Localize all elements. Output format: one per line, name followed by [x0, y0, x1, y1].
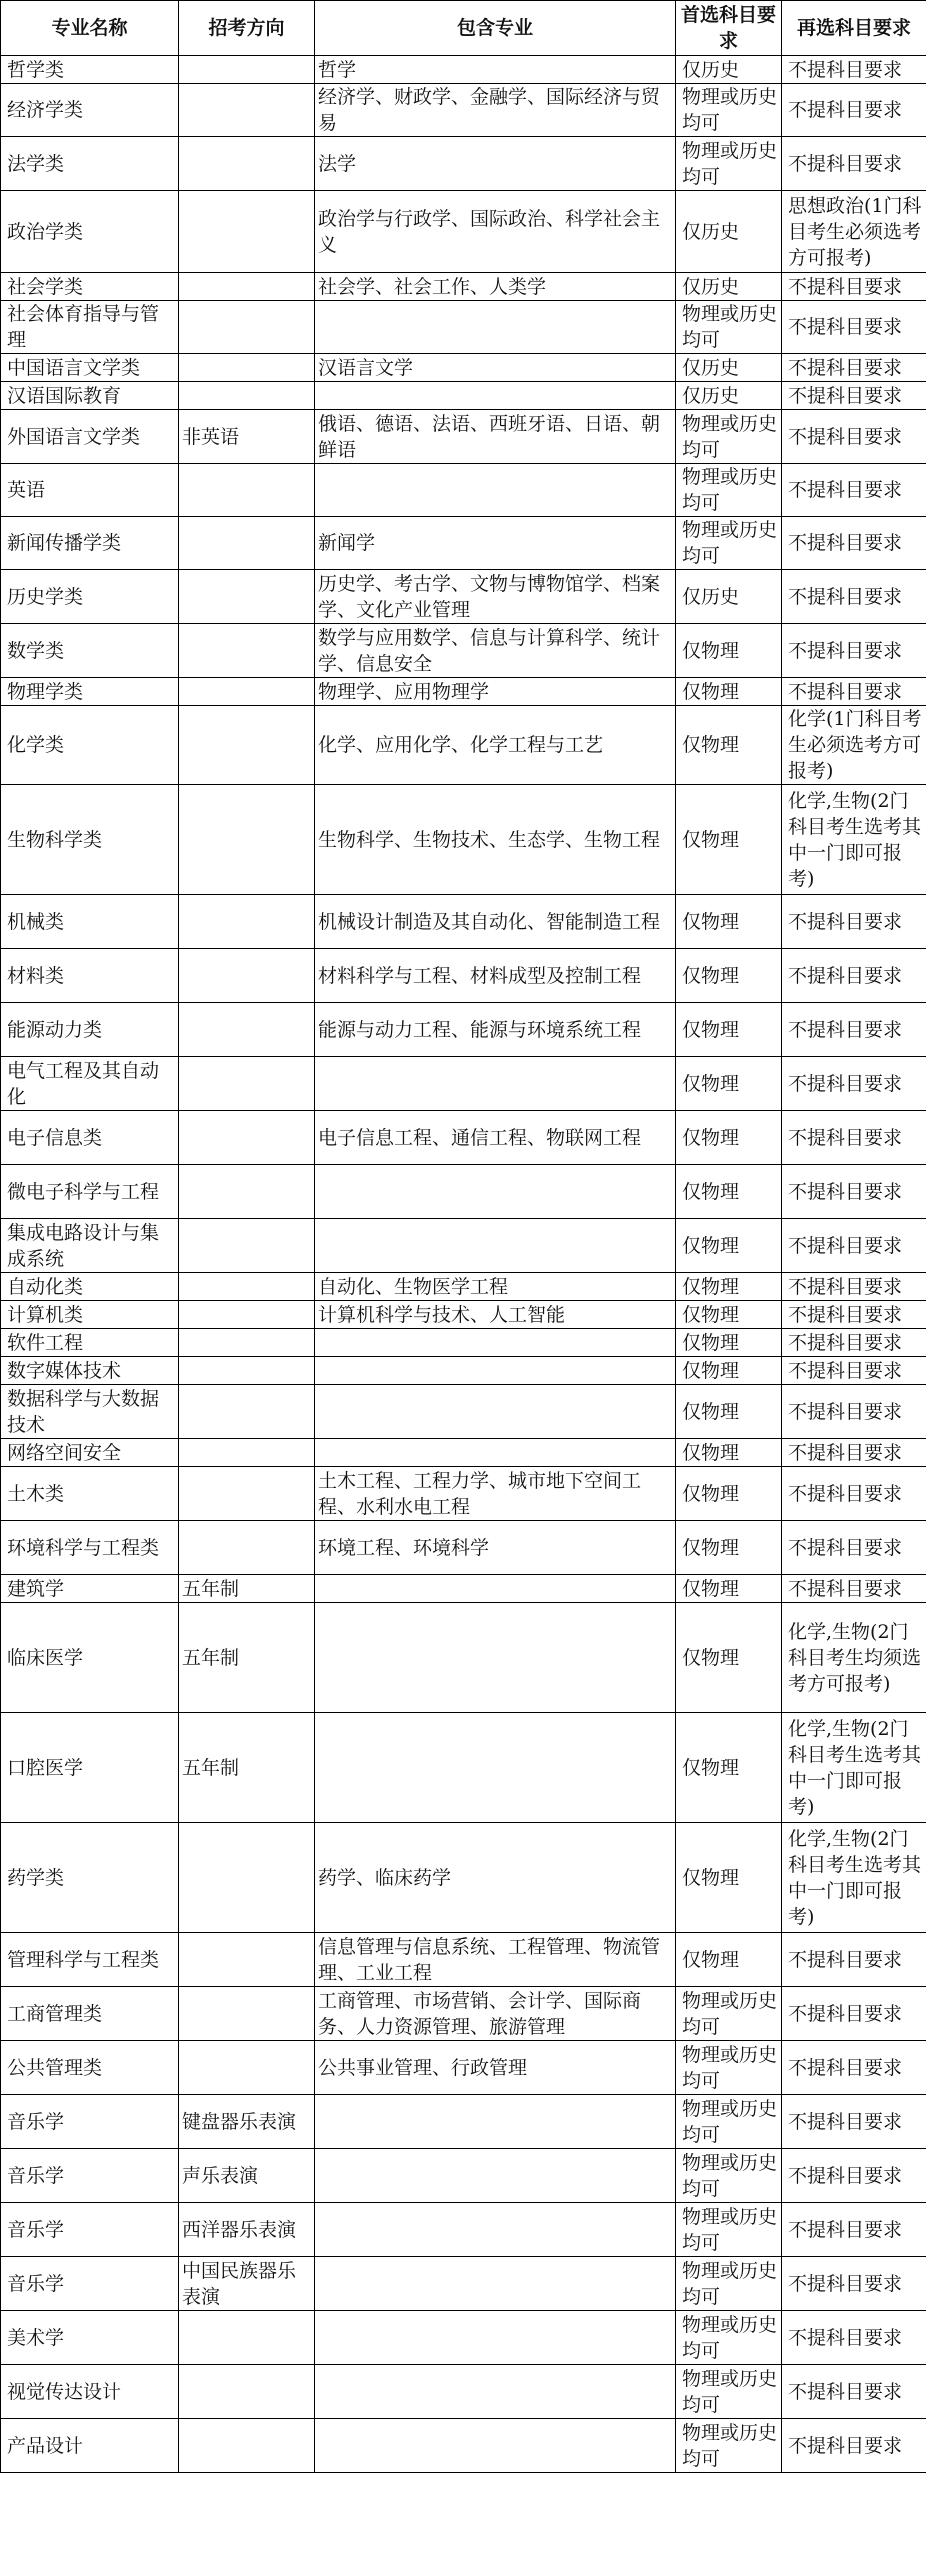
table-row [1, 301, 926, 354]
cell-major-name: 音乐学 [1, 2149, 179, 2203]
cell-first-subject: 仅物理 [676, 678, 782, 706]
table-row [1, 1987, 926, 2041]
cell-direction: 五年制 [179, 1575, 315, 1603]
cell-major-name: 土木类 [1, 1467, 179, 1521]
cell-included-majors [315, 1713, 676, 1823]
cell-included-majors [315, 464, 676, 517]
cell-major-name: 能源动力类 [1, 1003, 179, 1057]
cell-direction [179, 949, 315, 1003]
cell-second-subject: 化学(1门科目考生必须选考方可报考) [782, 706, 926, 785]
cell-direction [179, 2419, 315, 2473]
cell-major-name: 经济学类 [1, 84, 179, 137]
cell-included-majors: 能源与动力工程、能源与环境系统工程 [315, 1003, 676, 1057]
cell-second-subject: 不提科目要求 [782, 273, 926, 301]
cell-major-name: 数字媒体技术 [1, 1357, 179, 1385]
table-row [1, 517, 926, 570]
cell-included-majors: 汉语言文学 [315, 354, 676, 382]
cell-direction [179, 1357, 315, 1385]
cell-included-majors: 公共事业管理、行政管理 [315, 2041, 676, 2095]
cell-direction: 五年制 [179, 1713, 315, 1823]
cell-first-subject: 仅物理 [676, 1003, 782, 1057]
cell-major-name: 政治学类 [1, 191, 179, 273]
cell-direction: 键盘器乐表演 [179, 2095, 315, 2149]
cell-second-subject: 不提科目要求 [782, 1111, 926, 1165]
cell-first-subject: 仅历史 [676, 56, 782, 84]
cell-direction [179, 84, 315, 137]
cell-major-name: 网络空间安全 [1, 1439, 179, 1467]
cell-included-majors: 社会学、社会工作、人类学 [315, 273, 676, 301]
cell-direction [179, 354, 315, 382]
header-second-subject: 再选科目要求 [782, 1, 926, 56]
cell-direction [179, 1823, 315, 1933]
cell-first-subject: 仅历史 [676, 191, 782, 273]
cell-included-majors: 历史学、考古学、文物与博物馆学、档案学、文化产业管理 [315, 570, 676, 624]
cell-second-subject: 不提科目要求 [782, 1439, 926, 1467]
table-row [1, 1301, 926, 1329]
cell-major-name: 数据科学与大数据技术 [1, 1385, 179, 1439]
cell-first-subject: 仅物理 [676, 1823, 782, 1933]
cell-direction [179, 382, 315, 410]
cell-major-name: 自动化类 [1, 1273, 179, 1301]
table-row [1, 2149, 926, 2203]
cell-second-subject: 不提科目要求 [782, 895, 926, 949]
cell-direction [179, 517, 315, 570]
cell-major-name: 汉语国际教育 [1, 382, 179, 410]
cell-first-subject: 物理或历史均可 [676, 301, 782, 354]
cell-second-subject: 不提科目要求 [782, 1165, 926, 1219]
cell-second-subject: 不提科目要求 [782, 949, 926, 1003]
table-row [1, 570, 926, 624]
cell-first-subject: 仅历史 [676, 382, 782, 410]
table-row [1, 1057, 926, 1111]
cell-included-majors [315, 2149, 676, 2203]
cell-direction [179, 1329, 315, 1357]
cell-major-name: 化学类 [1, 706, 179, 785]
cell-included-majors [315, 1439, 676, 1467]
cell-second-subject: 不提科目要求 [782, 1273, 926, 1301]
cell-direction [179, 1273, 315, 1301]
cell-included-majors: 电子信息工程、通信工程、物联网工程 [315, 1111, 676, 1165]
cell-major-name: 临床医学 [1, 1603, 179, 1713]
cell-direction [179, 464, 315, 517]
table-row [1, 1713, 926, 1823]
cell-included-majors: 物理学、应用物理学 [315, 678, 676, 706]
cell-direction [179, 1057, 315, 1111]
cell-second-subject: 不提科目要求 [782, 1933, 926, 1987]
cell-direction [179, 301, 315, 354]
cell-second-subject: 不提科目要求 [782, 1467, 926, 1521]
cell-first-subject: 物理或历史均可 [676, 2419, 782, 2473]
cell-first-subject: 物理或历史均可 [676, 1987, 782, 2041]
table-row [1, 1219, 926, 1273]
table-row [1, 1467, 926, 1521]
cell-included-majors [315, 2311, 676, 2365]
cell-first-subject: 仅物理 [676, 1603, 782, 1713]
cell-included-majors: 新闻学 [315, 517, 676, 570]
cell-first-subject: 仅物理 [676, 1111, 782, 1165]
cell-direction: 五年制 [179, 1603, 315, 1713]
cell-first-subject: 仅物理 [676, 1575, 782, 1603]
table-row [1, 1575, 926, 1603]
cell-direction [179, 1301, 315, 1329]
table-row [1, 84, 926, 137]
cell-second-subject: 不提科目要求 [782, 1575, 926, 1603]
cell-major-name: 法学类 [1, 137, 179, 191]
cell-first-subject: 仅物理 [676, 1219, 782, 1273]
cell-major-name: 数学类 [1, 624, 179, 678]
cell-included-majors: 俄语、德语、法语、西班牙语、日语、朝鲜语 [315, 410, 676, 464]
cell-direction [179, 1521, 315, 1575]
table-row [1, 2095, 926, 2149]
cell-second-subject: 不提科目要求 [782, 137, 926, 191]
cell-included-majors: 化学、应用化学、化学工程与工艺 [315, 706, 676, 785]
table-row [1, 382, 926, 410]
cell-second-subject: 不提科目要求 [782, 1329, 926, 1357]
cell-included-majors: 环境工程、环境科学 [315, 1521, 676, 1575]
table-row [1, 354, 926, 382]
table-row [1, 1439, 926, 1467]
cell-first-subject: 物理或历史均可 [676, 2311, 782, 2365]
table-row [1, 706, 926, 785]
cell-second-subject: 不提科目要求 [782, 517, 926, 570]
cell-major-name: 管理科学与工程类 [1, 1933, 179, 1987]
cell-direction: 西洋器乐表演 [179, 2203, 315, 2257]
table-row [1, 2311, 926, 2365]
cell-second-subject: 不提科目要求 [782, 464, 926, 517]
cell-first-subject: 物理或历史均可 [676, 410, 782, 464]
cell-second-subject: 不提科目要求 [782, 84, 926, 137]
cell-second-subject: 不提科目要求 [782, 1219, 926, 1273]
cell-second-subject: 不提科目要求 [782, 2149, 926, 2203]
cell-second-subject: 不提科目要求 [782, 1987, 926, 2041]
cell-second-subject: 化学,生物(2门科目考生选考其中一门即可报考) [782, 785, 926, 895]
table-row [1, 2419, 926, 2473]
table-row [1, 137, 926, 191]
cell-included-majors: 材料科学与工程、材料成型及控制工程 [315, 949, 676, 1003]
cell-first-subject: 仅物理 [676, 1713, 782, 1823]
cell-included-majors [315, 2257, 676, 2311]
cell-major-name: 音乐学 [1, 2095, 179, 2149]
cell-direction [179, 2041, 315, 2095]
cell-direction: 非英语 [179, 410, 315, 464]
cell-first-subject: 物理或历史均可 [676, 2149, 782, 2203]
cell-included-majors [315, 1057, 676, 1111]
cell-major-name: 社会学类 [1, 273, 179, 301]
cell-included-majors: 数学与应用数学、信息与计算科学、统计学、信息安全 [315, 624, 676, 678]
cell-first-subject: 物理或历史均可 [676, 2203, 782, 2257]
cell-first-subject: 仅物理 [676, 1933, 782, 1987]
cell-first-subject: 物理或历史均可 [676, 517, 782, 570]
cell-second-subject: 不提科目要求 [782, 2095, 926, 2149]
cell-first-subject: 物理或历史均可 [676, 2095, 782, 2149]
cell-second-subject: 不提科目要求 [782, 410, 926, 464]
cell-included-majors: 工商管理、市场营销、会计学、国际商务、人力资源管理、旅游管理 [315, 1987, 676, 2041]
table-row [1, 624, 926, 678]
cell-major-name: 建筑学 [1, 1575, 179, 1603]
table-row [1, 1165, 926, 1219]
cell-direction [179, 1933, 315, 1987]
cell-included-majors [315, 2365, 676, 2419]
table-body [1, 56, 926, 2473]
cell-direction [179, 706, 315, 785]
cell-major-name: 工商管理类 [1, 1987, 179, 2041]
table-row [1, 1823, 926, 1933]
cell-first-subject: 仅物理 [676, 624, 782, 678]
cell-included-majors [315, 2419, 676, 2473]
table-row [1, 2203, 926, 2257]
cell-major-name: 新闻传播学类 [1, 517, 179, 570]
cell-major-name: 美术学 [1, 2311, 179, 2365]
table-row [1, 273, 926, 301]
cell-included-majors [315, 2095, 676, 2149]
cell-direction [179, 1219, 315, 1273]
cell-first-subject: 仅物理 [676, 1057, 782, 1111]
cell-included-majors [315, 1385, 676, 1439]
cell-first-subject: 物理或历史均可 [676, 137, 782, 191]
cell-first-subject: 物理或历史均可 [676, 2365, 782, 2419]
cell-major-name: 视觉传达设计 [1, 2365, 179, 2419]
cell-direction [179, 570, 315, 624]
cell-included-majors [315, 1357, 676, 1385]
cell-major-name: 产品设计 [1, 2419, 179, 2473]
cell-direction: 声乐表演 [179, 2149, 315, 2203]
table-row [1, 1357, 926, 1385]
cell-first-subject: 物理或历史均可 [676, 2257, 782, 2311]
cell-included-majors [315, 1219, 676, 1273]
cell-first-subject: 仅物理 [676, 1467, 782, 1521]
cell-included-majors [315, 301, 676, 354]
cell-major-name: 电子信息类 [1, 1111, 179, 1165]
cell-major-name: 生物科学类 [1, 785, 179, 895]
cell-first-subject: 物理或历史均可 [676, 2041, 782, 2095]
table-row [1, 2041, 926, 2095]
cell-direction [179, 624, 315, 678]
cell-second-subject: 不提科目要求 [782, 2365, 926, 2419]
cell-included-majors: 法学 [315, 137, 676, 191]
cell-first-subject: 仅物理 [676, 1357, 782, 1385]
table-row [1, 1603, 926, 1713]
cell-major-name: 哲学类 [1, 56, 179, 84]
cell-first-subject: 仅物理 [676, 785, 782, 895]
cell-second-subject: 不提科目要求 [782, 354, 926, 382]
cell-second-subject: 不提科目要求 [782, 2257, 926, 2311]
cell-second-subject: 不提科目要求 [782, 570, 926, 624]
table-row [1, 1273, 926, 1301]
cell-first-subject: 仅物理 [676, 895, 782, 949]
cell-direction [179, 137, 315, 191]
cell-first-subject: 仅物理 [676, 1439, 782, 1467]
cell-second-subject: 不提科目要求 [782, 1003, 926, 1057]
cell-first-subject: 仅物理 [676, 1329, 782, 1357]
cell-second-subject: 不提科目要求 [782, 2419, 926, 2473]
cell-major-name: 材料类 [1, 949, 179, 1003]
cell-direction [179, 56, 315, 84]
cell-included-majors: 政治学与行政学、国际政治、科学社会主义 [315, 191, 676, 273]
cell-major-name: 环境科学与工程类 [1, 1521, 179, 1575]
cell-direction [179, 678, 315, 706]
cell-second-subject: 化学,生物(2门科目考生选考其中一门即可报考) [782, 1713, 926, 1823]
cell-included-majors: 哲学 [315, 56, 676, 84]
cell-first-subject: 仅历史 [676, 354, 782, 382]
cell-second-subject: 不提科目要求 [782, 1301, 926, 1329]
cell-first-subject: 仅物理 [676, 706, 782, 785]
cell-major-name: 集成电路设计与集成系统 [1, 1219, 179, 1273]
cell-direction [179, 1439, 315, 1467]
cell-major-name: 机械类 [1, 895, 179, 949]
cell-second-subject: 不提科目要求 [782, 301, 926, 354]
cell-second-subject: 化学,生物(2门科目考生选考其中一门即可报考) [782, 1823, 926, 1933]
cell-included-majors [315, 1165, 676, 1219]
cell-included-majors [315, 382, 676, 410]
cell-direction: 中国民族器乐表演 [179, 2257, 315, 2311]
cell-major-name: 历史学类 [1, 570, 179, 624]
table-row [1, 678, 926, 706]
cell-direction [179, 2365, 315, 2419]
table-row [1, 410, 926, 464]
table-row [1, 895, 926, 949]
table-row [1, 2365, 926, 2419]
table-row [1, 2257, 926, 2311]
cell-major-name: 微电子科学与工程 [1, 1165, 179, 1219]
cell-second-subject: 不提科目要求 [782, 624, 926, 678]
cell-first-subject: 仅物理 [676, 949, 782, 1003]
cell-major-name: 药学类 [1, 1823, 179, 1933]
cell-first-subject: 物理或历史均可 [676, 84, 782, 137]
cell-included-majors [315, 1329, 676, 1357]
cell-included-majors [315, 1603, 676, 1713]
cell-direction [179, 1467, 315, 1521]
cell-major-name: 社会体育指导与管理 [1, 301, 179, 354]
cell-included-majors: 土木工程、工程力学、城市地下空间工程、水利水电工程 [315, 1467, 676, 1521]
cell-included-majors: 信息管理与信息系统、工程管理、物流管理、工业工程 [315, 1933, 676, 1987]
header-first-subject: 首选科目要求 [676, 1, 782, 56]
cell-direction [179, 785, 315, 895]
cell-first-subject: 仅历史 [676, 273, 782, 301]
cell-second-subject: 不提科目要求 [782, 1385, 926, 1439]
cell-direction [179, 1987, 315, 2041]
cell-second-subject: 不提科目要求 [782, 1521, 926, 1575]
cell-direction [179, 1385, 315, 1439]
cell-second-subject: 不提科目要求 [782, 678, 926, 706]
cell-second-subject: 不提科目要求 [782, 1057, 926, 1111]
table-row [1, 1933, 926, 1987]
cell-included-majors [315, 2203, 676, 2257]
table-row [1, 1329, 926, 1357]
cell-included-majors: 计算机科学与技术、人工智能 [315, 1301, 676, 1329]
cell-direction [179, 273, 315, 301]
table-row [1, 1111, 926, 1165]
cell-direction [179, 191, 315, 273]
table-row [1, 464, 926, 517]
table-row [1, 949, 926, 1003]
cell-second-subject: 不提科目要求 [782, 1357, 926, 1385]
cell-major-name: 外国语言文学类 [1, 410, 179, 464]
cell-direction [179, 895, 315, 949]
cell-first-subject: 仅物理 [676, 1385, 782, 1439]
cell-second-subject: 不提科目要求 [782, 2311, 926, 2365]
cell-first-subject: 物理或历史均可 [676, 464, 782, 517]
header-major-name: 专业名称 [1, 1, 179, 56]
cell-first-subject: 仅物理 [676, 1273, 782, 1301]
header-direction: 招考方向 [179, 1, 315, 56]
cell-major-name: 电气工程及其自动化 [1, 1057, 179, 1111]
cell-included-majors [315, 1575, 676, 1603]
header-included-majors: 包含专业 [315, 1, 676, 56]
cell-second-subject: 思想政治(1门科目考生必须选考方可报考) [782, 191, 926, 273]
table-row [1, 1521, 926, 1575]
cell-first-subject: 仅物理 [676, 1165, 782, 1219]
cell-second-subject: 不提科目要求 [782, 2041, 926, 2095]
cell-included-majors: 经济学、财政学、金融学、国际经济与贸易 [315, 84, 676, 137]
cell-major-name: 中国语言文学类 [1, 354, 179, 382]
table-row [1, 191, 926, 273]
table-row [1, 56, 926, 84]
cell-second-subject: 不提科目要求 [782, 382, 926, 410]
cell-direction [179, 2311, 315, 2365]
cell-major-name: 音乐学 [1, 2257, 179, 2311]
table-row [1, 1385, 926, 1439]
cell-major-name: 软件工程 [1, 1329, 179, 1357]
cell-second-subject: 化学,生物(2门科目考生均须选考方可报考) [782, 1603, 926, 1713]
cell-major-name: 口腔医学 [1, 1713, 179, 1823]
cell-major-name: 英语 [1, 464, 179, 517]
cell-direction [179, 1003, 315, 1057]
cell-included-majors: 生物科学、生物技术、生态学、生物工程 [315, 785, 676, 895]
cell-second-subject: 不提科目要求 [782, 56, 926, 84]
table-row [1, 1003, 926, 1057]
cell-first-subject: 仅历史 [676, 570, 782, 624]
cell-included-majors: 自动化、生物医学工程 [315, 1273, 676, 1301]
cell-direction [179, 1165, 315, 1219]
cell-second-subject: 不提科目要求 [782, 2203, 926, 2257]
header-row [1, 1, 926, 56]
cell-included-majors: 机械设计制造及其自动化、智能制造工程 [315, 895, 676, 949]
cell-major-name: 公共管理类 [1, 2041, 179, 2095]
cell-first-subject: 仅物理 [676, 1521, 782, 1575]
table-row [1, 785, 926, 895]
cell-major-name: 计算机类 [1, 1301, 179, 1329]
cell-first-subject: 仅物理 [676, 1301, 782, 1329]
cell-included-majors: 药学、临床药学 [315, 1823, 676, 1933]
cell-direction [179, 1111, 315, 1165]
cell-major-name: 音乐学 [1, 2203, 179, 2257]
cell-major-name: 物理学类 [1, 678, 179, 706]
